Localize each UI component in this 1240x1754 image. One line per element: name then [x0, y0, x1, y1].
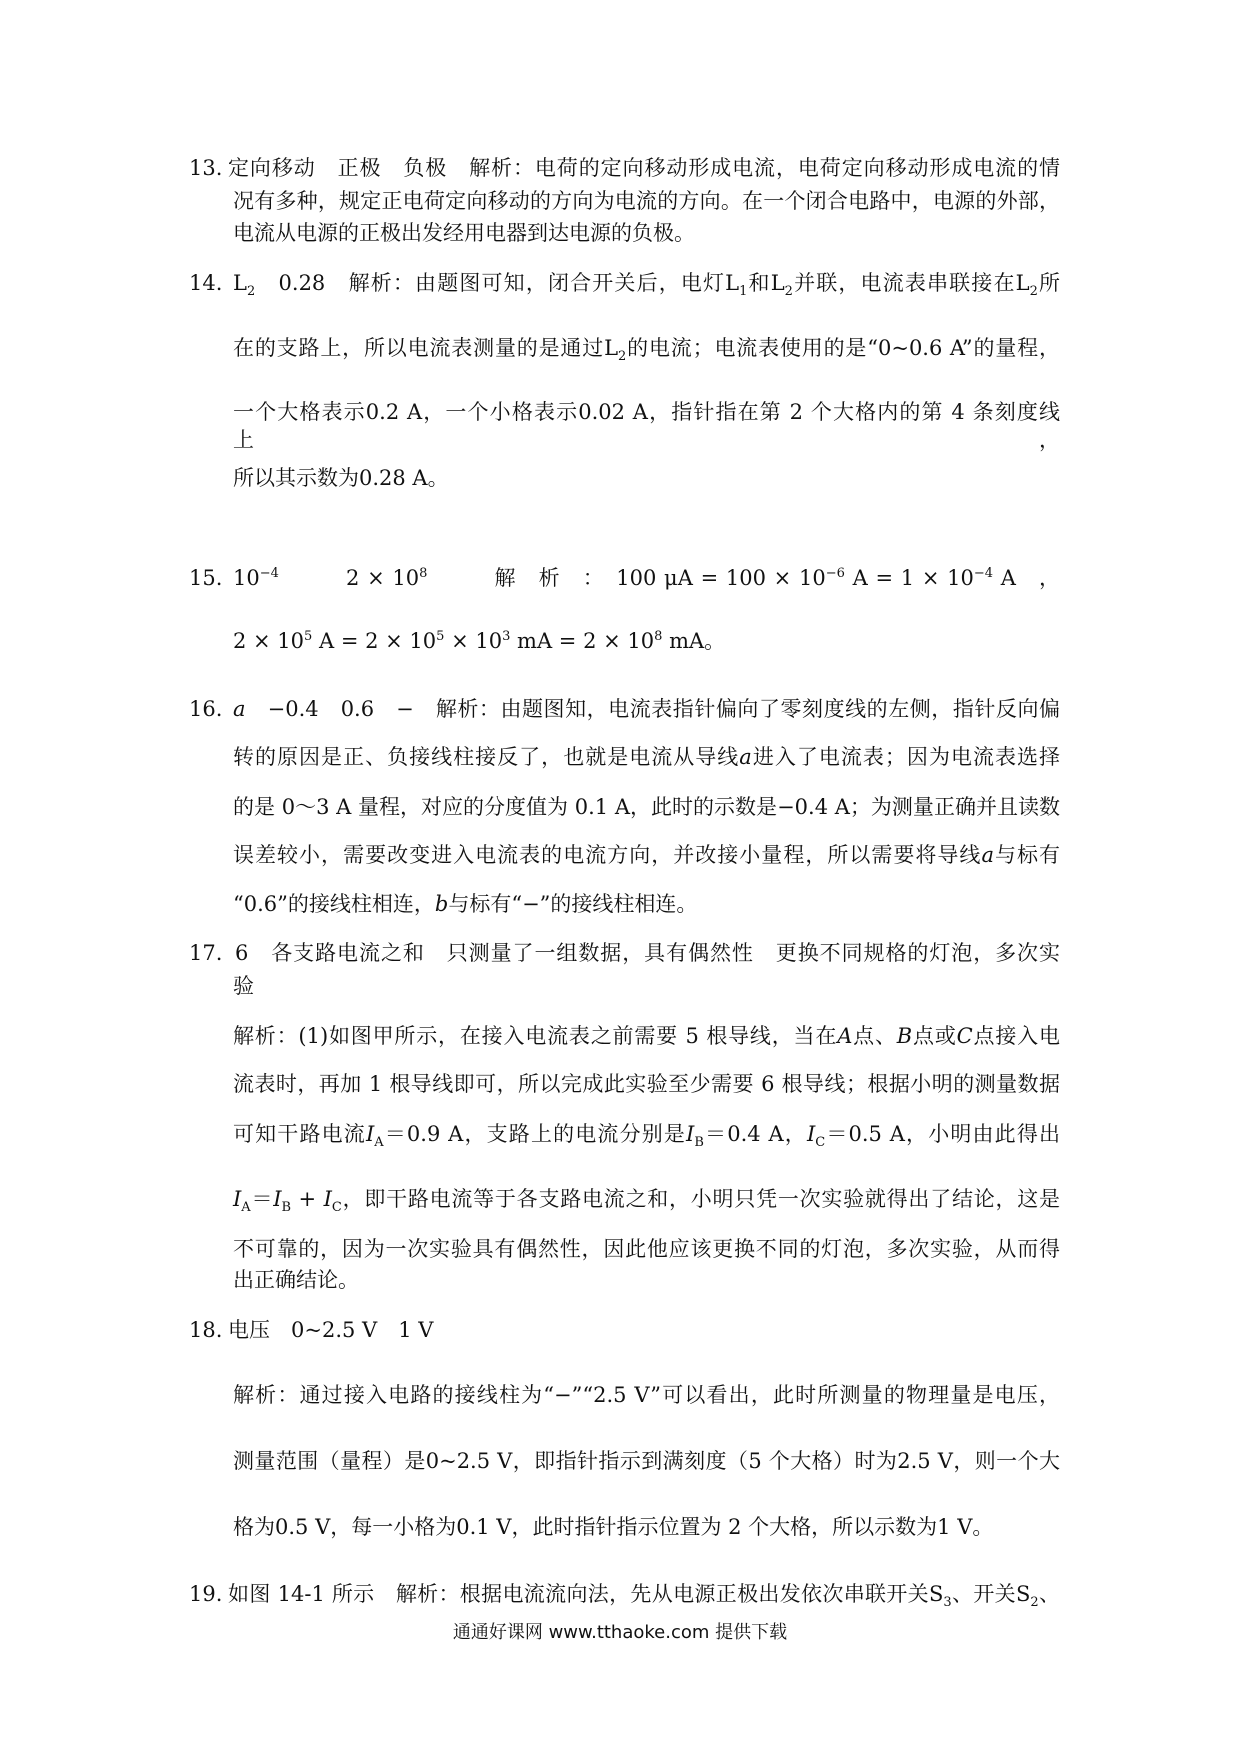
text-segment: 如图 14-1 所示 解析：根据电流流向法，先从电源正极出发依次串联开关S — [228, 1582, 944, 1606]
text-segment: ，即干路电流等于各支路电流之和，小明只凭一次实验就得出了结论，这是 — [341, 1187, 1061, 1211]
italic-symbol: I — [806, 1122, 816, 1146]
answer-number: 13. — [189, 156, 223, 180]
answer-number: 16. — [189, 697, 223, 721]
superscript: 5 — [304, 629, 313, 644]
italic-symbol: A — [837, 1024, 853, 1048]
superscript: −4 — [259, 566, 279, 581]
text-segment: A = 1 × 10 — [844, 566, 974, 590]
answer-number: 14. — [189, 271, 223, 295]
answer-text-line — [233, 627, 725, 655]
italic-symbol: B — [896, 1024, 913, 1048]
answer-number: 19. — [189, 1582, 223, 1606]
text-segment: 电压 0~2.5 V 1 V — [228, 1318, 434, 1342]
text-segment: 流表时，再加 1 根导线即可，所以完成此实验至少需要 6 根导线；根据小明的测量数据 — [233, 1072, 1060, 1096]
answer-text-line — [233, 334, 1060, 365]
subscript: B — [281, 1200, 292, 1216]
subscript: A — [374, 1135, 384, 1151]
text-segment: 在的支路上，所以电流表测量的是通过L — [233, 336, 619, 360]
italic-symbol: I — [323, 1187, 332, 1211]
text-segment: 所 — [1037, 271, 1060, 295]
italic-symbol: C — [956, 1024, 973, 1048]
text-segment: 一个大格表示0.2 A，一个小格表示0.02 A，指针指在第 2 个大格内的第 4 条刻度线上， — [233, 400, 1060, 452]
superscript: −4 — [973, 566, 994, 581]
text-segment: ＝0.9 A，支路上的电流分别是 — [383, 1122, 687, 1146]
answer-number: 18. — [189, 1318, 223, 1342]
text-segment: 况有多种，规定正电荷定向移动的方向为电流的方向。在一个闭合电路中，电源的外部， — [233, 189, 1060, 213]
superscript: 8 — [419, 566, 428, 581]
text-segment: 转的原因是正、负接线柱接反了，也就是电流从导线 — [233, 745, 740, 769]
text-segment: 、 — [1038, 1582, 1060, 1606]
answer-text-line — [228, 154, 1060, 182]
text-segment: 解 析 ： 100 μA = 100 × 10 — [427, 566, 826, 590]
answer-text-line — [233, 793, 1060, 821]
subscript: 2 — [618, 349, 627, 365]
subscript: A — [241, 1200, 251, 1216]
subscript: 1 — [739, 284, 748, 300]
answer-text-line — [233, 269, 1060, 300]
subscript: C — [331, 1200, 342, 1216]
text-segment: 、开关S — [951, 1582, 1031, 1606]
text-segment: 所以其示数为0.28 A。 — [233, 466, 449, 490]
text-segment: 与标有 — [993, 843, 1061, 867]
text-segment: “0.6”的接线柱相连， — [233, 892, 435, 916]
superscript: 8 — [654, 629, 663, 644]
answer-text-line — [233, 841, 1060, 869]
answer-text-line — [233, 1513, 993, 1541]
text-segment: 不可靠的，因为一次实验具有偶然性，因此他应该更换不同的灯泡，多次实验，从而得 — [233, 1237, 1060, 1261]
answer-number: 17. — [189, 941, 223, 965]
text-segment: A = 2 × 10 — [312, 629, 437, 653]
answer-text-line — [233, 398, 1060, 454]
italic-symbol: b — [434, 892, 449, 916]
text-segment: 的电流；电流表使用的是“0~0.6 A”的量程， — [626, 336, 1060, 360]
text-segment: ＝0.4 A， — [703, 1122, 807, 1146]
subscript: B — [694, 1135, 704, 1151]
subscript: 2 — [1030, 1595, 1039, 1611]
text-segment: 电流从电源的正极出发经用电器到达电源的负极。 — [233, 221, 695, 245]
italic-symbol: I — [273, 1187, 282, 1211]
text-segment: 测量范围（量程）是0~2.5 V，即指针指示到满刻度（5 个大格）时为2.5 V，则一个大 — [233, 1449, 1060, 1473]
subscript: 2 — [1029, 284, 1038, 300]
answer-text-line — [233, 1447, 1060, 1475]
text-segment: × 10 — [444, 629, 503, 653]
superscript: 3 — [502, 629, 511, 644]
text-segment: 与标有“−”的接线柱相连。 — [448, 892, 698, 916]
subscript: 3 — [943, 1595, 952, 1611]
italic-symbol: I — [365, 1122, 375, 1146]
footer-watermark: 通通好课网 www.tthaoke.com 提供下载 — [452, 1622, 788, 1643]
text-segment: 并联，电流表串联接在L — [792, 271, 1030, 295]
text-segment: −0.4 0.6 − 解析：由题图知，电流表指针偏向了零刻度线的左侧，指针反向偏 — [245, 697, 1060, 721]
answer-text-line — [233, 564, 1060, 592]
text-segment: 2 × 10 — [278, 566, 420, 590]
text-segment: 进入了电流表；因为电流表选择 — [751, 745, 1061, 769]
answer-text-line — [228, 1580, 1060, 1611]
text-segment: 误差较小，需要改变进入电流表的电流方向，并改接小量程，所以需要将导线 — [233, 843, 982, 867]
answer-text-line — [233, 743, 1060, 771]
answer-text-line — [233, 1022, 1060, 1050]
subscript: 2 — [246, 284, 256, 300]
answer-text-line — [233, 1120, 1060, 1151]
text-segment: 定向移动 正极 负极 解析：电荷的定向移动形成电流，电荷定向移动形成电流的情 — [228, 156, 1060, 180]
text-segment: ＝0.5 A，小明由此得出 — [825, 1122, 1060, 1146]
answer-text-line — [233, 1266, 359, 1294]
text-segment: 解析：通过接入电路的接线柱为“−”“2.5 V”可以看出，此时所测量的物理量是电压， — [233, 1383, 1060, 1407]
answer-text-line — [233, 1070, 1060, 1098]
answer-text-line — [233, 695, 1060, 723]
text-segment: 出正确结论。 — [233, 1268, 359, 1292]
answer-text-line — [235, 939, 1060, 967]
answer-text-line — [233, 187, 1060, 215]
text-segment: mA = 2 × 10 — [510, 629, 655, 653]
text-segment: L — [233, 271, 247, 295]
subscript: C — [815, 1135, 826, 1151]
text-segment: ＝ — [250, 1187, 274, 1211]
text-segment: 可知干路电流 — [233, 1122, 366, 1146]
text-segment: A ， — [993, 566, 1060, 590]
text-segment: 验 — [233, 974, 254, 998]
text-segment: 和L — [747, 271, 785, 295]
text-segment: 点或 — [912, 1024, 957, 1048]
answer-text-line — [233, 464, 449, 492]
answer-text-line — [233, 1381, 1060, 1409]
superscript: 5 — [436, 629, 445, 644]
answer-text-line — [228, 1316, 433, 1344]
text-segment: 2 × 10 — [233, 629, 305, 653]
answer-text-line — [233, 890, 697, 918]
text-segment: + — [291, 1187, 324, 1211]
italic-symbol: I — [686, 1122, 695, 1146]
italic-symbol: a — [981, 843, 994, 867]
answer-number: 15. — [189, 566, 223, 590]
text-segment: 0.28 解析：由题图可知，闭合开关后，电灯L — [255, 271, 740, 295]
text-segment: 6 各支路电流之和 只测量了一组数据，具有偶然性 更换不同规格的灯泡，多次实 — [235, 941, 1060, 965]
subscript: 2 — [784, 284, 793, 300]
italic-symbol: I — [233, 1187, 242, 1211]
text-segment: 点、 — [852, 1024, 897, 1048]
italic-symbol: a — [739, 745, 752, 769]
superscript: −6 — [825, 566, 845, 581]
text-segment: 解析：(1)如图甲所示，在接入电流表之前需要 5 根导线，当在 — [233, 1024, 838, 1048]
text-segment: 点接入电 — [972, 1024, 1060, 1048]
answer-text-line — [233, 1235, 1060, 1263]
italic-symbol: a — [233, 697, 246, 721]
answer-text-line — [233, 1185, 1061, 1216]
answer-text-line — [233, 972, 254, 1000]
text-segment: mA。 — [662, 629, 726, 653]
text-segment: 格为0.5 V，每一小格为0.1 V，此时指针指示位置为 2 个大格，所以示数为1 V。 — [233, 1515, 994, 1539]
text-segment: 10 — [233, 566, 260, 590]
text-segment: 的是 0～3 A 量程，对应的分度值为 0.1 A，此时的示数是−0.4 A；为测量正确并且读数 — [233, 795, 1060, 819]
answer-text-line — [233, 219, 695, 247]
